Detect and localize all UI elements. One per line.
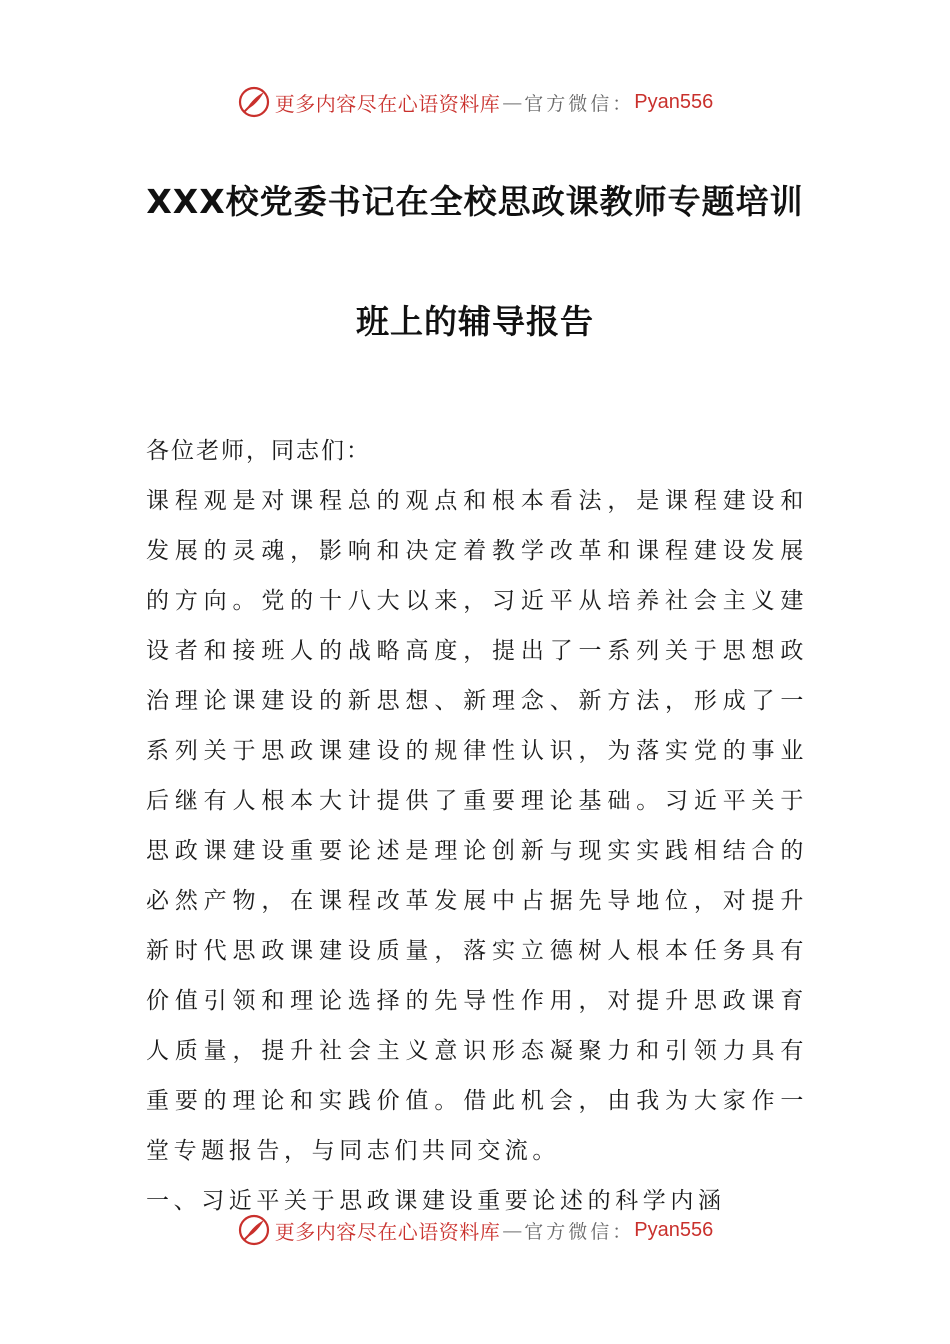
paragraph-1: 课程观是对课程总的观点和根本看法，是课程建设和发展的灵魂，影响和决定着教学改革和课程建设发展的方向。党的十八大以来，习近平从培养社会主义建设者和接班人的战略高度，提出了一系列关于思想政治理论课建设的新思想、新理念、新方法，形成了一系列关于思政课建设的规律性认识，为落实党的事业后继有人根本大计提供了重要理论基础。习近平关于思政课建设重要论述是理论创新与现实实践相结合的必然产物，在课程改革发展中占据先导地位，对提升新时代思政课建设质量，落实立德树人根本任务具有价值引领和理论选择的先导性作用，对提升思政课育人质量，提升社会主义意识形态凝聚力和引领力具有重要的理论和实践价值。借此机会，由我为大家作一堂专题报告，与同志们共同交流。 [146,488,808,1164]
watermark-label: 官方微信： [524,92,635,115]
greeting: 各位老师，同志们： [146,438,371,464]
document-title-line-1: XXX校党委书记在全校思政课教师专题培训 [146,182,804,221]
document-title-line-2: 班上的辅导报告 [356,302,594,341]
section-heading-1: 一、习近平关于思政课建设重要论述的科学内涵 [146,1188,726,1214]
watermark-label: 官方微信： [524,1220,635,1243]
watermark-site-text: 更多内容尽在心语资料库 [274,91,501,116]
quill-logo-icon [237,1213,271,1247]
watermark-wechat-id: Pyan556 [634,1218,714,1241]
header-watermark [0,82,950,122]
watermark-site-text: 更多内容尽在心语资料库 [274,1219,501,1244]
document-body [146,426,808,1226]
footer-watermark [0,1210,950,1250]
watermark-dash: — [502,90,523,114]
watermark-wechat-id: Pyan556 [634,90,714,113]
watermark-dash: — [502,1218,523,1242]
quill-logo-icon [237,85,271,119]
